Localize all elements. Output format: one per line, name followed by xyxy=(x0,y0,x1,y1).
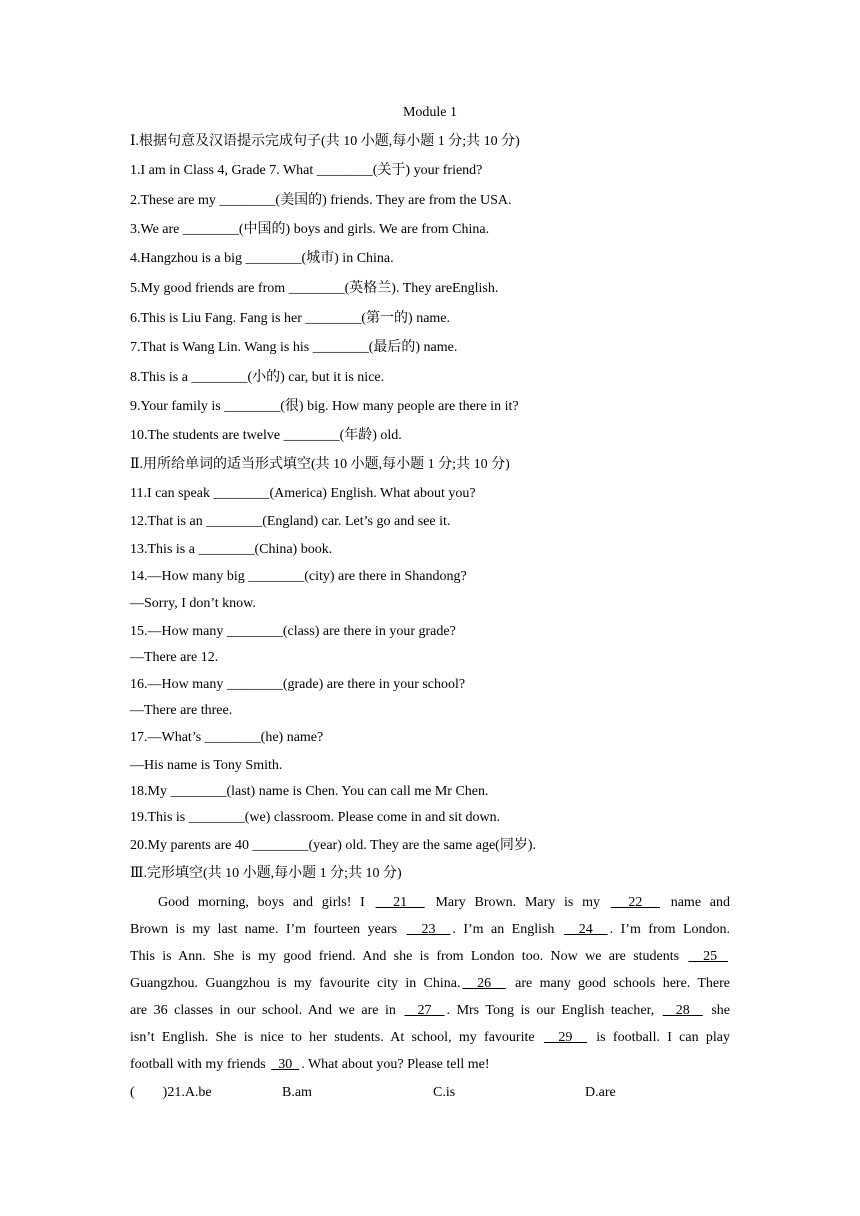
passage-text: . Mrs Tong is our English teacher, xyxy=(446,1003,661,1018)
question-10: 10.The students are twelve ________(年龄) old. xyxy=(130,428,402,443)
question-18: 18.My ________(last) name is Chen. You can call me Mr Chen. xyxy=(130,784,489,799)
question-15: 15.—How many ________(class) are there in your grade? xyxy=(130,624,456,639)
passage-text: Good morning, boys and girls! I xyxy=(158,895,374,910)
question-20: 20.My parents are 40 ________(year) old. They are the same age(同岁). xyxy=(130,838,536,853)
passage-text: football with my friends xyxy=(130,1057,270,1072)
blank-24: 24 xyxy=(563,922,608,937)
passage-line xyxy=(130,892,730,919)
passage-line xyxy=(130,1000,730,1027)
question-2: 2.These are my ________(美国的) friends. They are from the USA. xyxy=(130,193,512,208)
passage-text: Brown is my last name. I’m fourteen years xyxy=(130,922,405,937)
passage-line xyxy=(130,1027,730,1054)
passage-text: are many good schools here. There xyxy=(507,976,731,991)
passage-text: . I’m an English xyxy=(452,922,562,937)
question-16: 16.—How many ________(grade) are there in your school? xyxy=(130,677,466,692)
page-title: Module 1 xyxy=(402,105,458,120)
passage-line xyxy=(130,919,730,946)
passage-text: name and xyxy=(661,895,731,910)
passage-text: are 36 classes in our school. And we are in xyxy=(130,1003,403,1018)
blank-28: 28 xyxy=(662,1003,703,1018)
blank-30: 30 xyxy=(271,1057,300,1072)
passage-text: Guangzhou. Guangzhou is my favourite city in China. xyxy=(130,976,461,991)
blank-27: 27 xyxy=(404,1003,445,1018)
blank-29: 29 xyxy=(543,1030,587,1045)
answer-16: —There are three. xyxy=(130,703,233,718)
option-b: B.am xyxy=(282,1085,312,1100)
passage-text: . I’m from London. xyxy=(609,922,730,937)
question-12: 12.That is an ________(England) car. Let’s go and see it. xyxy=(130,514,451,529)
question-3: 3.We are ________(中国的) boys and girls. We are from China. xyxy=(130,222,490,237)
question-1: 1.I am in Class 4, Grade 7. What ________(关于) your friend? xyxy=(130,163,483,178)
question-14: 14.—How many big ________(city) are there in Shandong? xyxy=(130,569,467,584)
question-5: 5.My good friends are from ________(英格兰). They areEnglish. xyxy=(130,281,499,296)
passage-line xyxy=(130,973,730,1000)
question-8: 8.This is a ________(小的) car, but it is nice. xyxy=(130,370,385,385)
blank-21: 21 xyxy=(375,895,425,910)
question-17: 17.—What’s ________(he) name? xyxy=(130,730,324,745)
blank-25: 25 xyxy=(688,949,728,964)
cloze-passage xyxy=(130,892,730,1081)
answer-14: —Sorry, I don’t know. xyxy=(130,596,256,611)
answer-17: —His name is Tony Smith. xyxy=(130,758,283,773)
question-6: 6.This is Liu Fang. Fang is her ________(第一的) name. xyxy=(130,311,451,326)
question-13: 13.This is a ________(China) book. xyxy=(130,542,333,557)
option-d: D.are xyxy=(585,1085,616,1100)
question-11: 11.I can speak ________(America) English. What about you? xyxy=(130,486,476,501)
passage-text: Mary Brown. Mary is my xyxy=(426,895,609,910)
blank-26: 26 xyxy=(462,976,506,991)
passage-line xyxy=(130,946,730,973)
passage-text: This is Ann. She is my good friend. And she is from London too. Now we are students xyxy=(130,949,687,964)
section-3-heading: Ⅲ.完形填空(共 10 小题,每小题 1 分;共 10 分) xyxy=(130,866,402,881)
blank-22: 22 xyxy=(610,895,660,910)
question-7: 7.That is Wang Lin. Wang is his ________(最后的) name. xyxy=(130,340,458,355)
section-2-heading: Ⅱ.用所给单词的适当形式填空(共 10 小题,每小题 1 分;共 10 分) xyxy=(130,457,510,472)
passage-text: . What about you? Please tell me! xyxy=(301,1057,490,1072)
question-21-stem: ( )21.A.be xyxy=(130,1085,212,1100)
answer-15: —There are 12. xyxy=(130,650,219,665)
question-9: 9.Your family is ________(很) big. How many people are there in it? xyxy=(130,399,519,414)
passage-text: she xyxy=(704,1003,730,1018)
option-c: C.is xyxy=(433,1085,456,1100)
blank-23: 23 xyxy=(406,922,451,937)
question-19: 19.This is ________(we) classroom. Please come in and sit down. xyxy=(130,810,501,825)
passage-text: isn’t English. She is nice to her students. At school, my favourite xyxy=(130,1030,542,1045)
section-1-heading: Ⅰ.根据句意及汉语提示完成句子(共 10 小题,每小题 1 分;共 10 分) xyxy=(130,134,520,149)
passage-text: is football. I can play xyxy=(589,1030,731,1045)
question-4: 4.Hangzhou is a big ________(城市) in China. xyxy=(130,251,394,266)
passage-line xyxy=(130,1054,730,1081)
